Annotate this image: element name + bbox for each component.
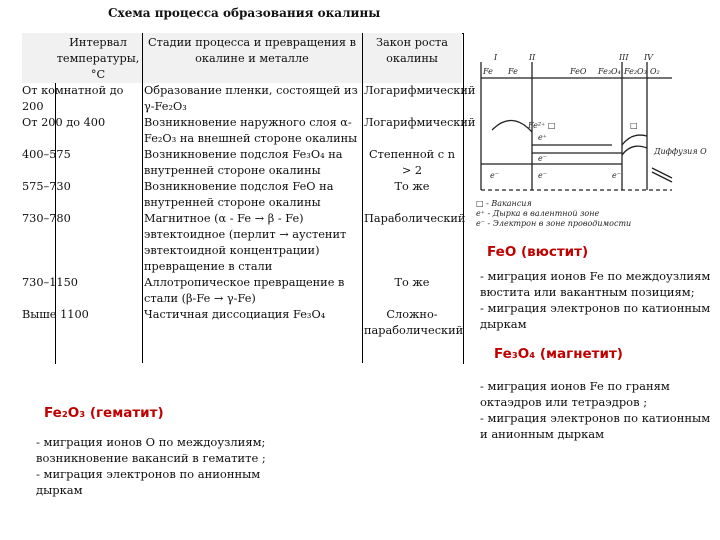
table-row — [22, 211, 462, 275]
cell-stage: Возникновение подслоя FeO на внутренней стороне окалины — [144, 180, 334, 209]
cell-law: Степенной с n > 2 — [369, 148, 455, 177]
table-row — [22, 307, 462, 339]
legend-item: e⁻ - Электрон в зоне проводимости — [476, 219, 632, 228]
fe2o3-line: - миграция ионов О по междоузлиям; возникновение вакансий в гематите ; — [36, 435, 266, 465]
cell-stage: Аллотропическое превращение в стали (β-Fe → γ-Fe) — [144, 276, 345, 305]
feo-line: - миграция электронов по катионным дыркам — [480, 301, 711, 331]
fe2o3-heading: Fe₂O₃ (гематит) — [44, 405, 164, 421]
oxide-layers-diagram — [472, 50, 712, 235]
phase-label: FeO — [570, 67, 587, 76]
column-divider — [362, 33, 363, 363]
cell-law: Логарифмический — [364, 116, 476, 129]
header-growth-law: Закон роста окалины — [375, 36, 449, 65]
cell-law: То же — [394, 276, 430, 289]
cell-temperature: От 200 до 400 — [22, 116, 106, 129]
table-row — [22, 83, 462, 115]
page-title: Схема процесса образования окалины — [108, 6, 381, 20]
legend-item: □ - Вакансия — [476, 199, 532, 208]
column-divider — [142, 33, 143, 363]
cell-temperature: 730–780 — [22, 212, 71, 225]
zone-label: IV — [644, 53, 653, 62]
zone-label: III — [619, 53, 629, 62]
cell-temperature: 575–730 — [22, 180, 71, 193]
fe3o4-heading: Fe₃O₄ (магнетит) — [494, 346, 623, 362]
cell-law: То же — [394, 180, 430, 193]
legend-item: e⁺ - Дырка в валентной зоне — [476, 209, 600, 218]
left-label: Fe — [483, 67, 493, 76]
table-header-row — [22, 33, 462, 83]
feo-heading: FeO (вюстит) — [487, 244, 589, 260]
fe3o4-description — [480, 378, 712, 442]
phase-label: Fe₂O₃ — [624, 67, 647, 76]
feo-description — [480, 268, 712, 332]
cell-stage: Возникновение наружного слоя α-Fe₂O₃ на внешней стороне окалины — [144, 116, 358, 145]
fe2o3-line: - миграция электронов по анионным дыркам — [36, 467, 261, 497]
phase-label: Fe₃O₄ — [598, 67, 621, 76]
svg-text:□: □ — [630, 121, 638, 130]
diffusion-label: Диффузия O — [654, 147, 707, 156]
fe2o3-description — [36, 434, 272, 498]
cell-temperature: Выше 1100 — [22, 308, 89, 321]
table-row — [22, 179, 462, 211]
svg-text:Fe²⁺ □: Fe²⁺ □ — [528, 121, 556, 130]
fe3o4-line: - миграция ионов Fe по граням октаэдров или тетраэдров ; — [480, 379, 670, 409]
header-temperature: Интервал температуры, °С — [56, 36, 140, 81]
svg-text:e⁻: e⁻ — [538, 154, 547, 163]
cell-temperature: 400–575 — [22, 148, 71, 161]
fe3o4-line: - миграция электронов по катионным и анионным дыркам — [480, 411, 711, 441]
zone-label: II — [529, 53, 536, 62]
svg-text:e⁻: e⁻ — [612, 171, 621, 180]
svg-text:e⁻: e⁻ — [538, 171, 547, 180]
cell-stage: Образование пленки, состоящей из γ-Fe₂O₃ — [144, 84, 358, 113]
cell-stage: Частичная диссоциация Fe₃O₄ — [144, 308, 326, 321]
svg-text:e⁺: e⁺ — [538, 133, 547, 142]
zone-label: I — [494, 53, 498, 62]
cell-law: Сложно-параболический — [364, 308, 464, 337]
cell-stage: Магнитное (α - Fe → β - Fe) эвтектоидное (перлит → аустенит эвтектоидной концентрации) превращение в стали — [144, 212, 347, 273]
header-stages: Стадии процесса и превращения в окалине и металле — [148, 36, 356, 65]
table-row — [22, 147, 462, 179]
table-row — [22, 115, 462, 147]
oxidation-table — [22, 33, 476, 363]
svg-text:e⁻: e⁻ — [490, 171, 499, 180]
cell-law: Логарифмический — [364, 84, 476, 97]
phase-label: Fe — [508, 67, 518, 76]
cell-temperature: От комнатной до 200 — [22, 84, 124, 113]
phase-label: O₂ — [650, 67, 660, 76]
cell-temperature: 730–1150 — [22, 276, 78, 289]
cell-law: Параболический — [364, 212, 466, 225]
table-row — [22, 275, 462, 307]
feo-line: - миграция ионов Fe по междоузлиям вюстита или вакантным позициям; — [480, 269, 711, 299]
cell-stage: Возникновение подслоя Fe₃O₄ на внутренней стороне окалины — [144, 148, 343, 177]
